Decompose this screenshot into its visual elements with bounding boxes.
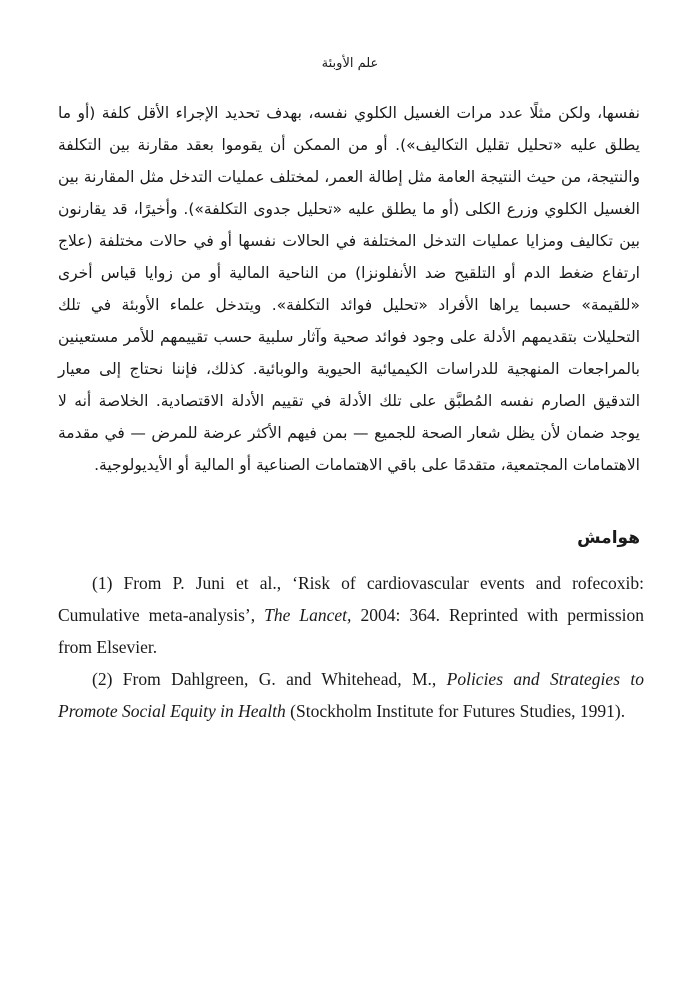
notes-heading: هوامش xyxy=(577,528,640,548)
note-1-suffix: 2004: 364. Reprinted with permission from Elsevier. xyxy=(58,605,644,657)
body-paragraph-text: نفسها، ولكن مثلًا عدد مرات الغسيل الكلوي نفسه، بهدف تحديد الإجراء الأقل كلفة (أو ما يطلق عليه «تحليل تقليل التكاليف»). أو من الممكن أن يقوموا بعقد مقارنة بين التكلفة والنتيجة، من حيث النتيجة العامة مثل إطالة العمر، لمختلف عمليات التدخل مثل المقارنة بين الغسيل الكلوي وزرع الكلى (أو ما يطلق عليه «تحليل جدوى التكلفة»). وأخيرًا، قد يقارنون بين تكاليف ومزايا عمليات التدخل المختلفة في الحالات نفسها أو في حالات مختلفة (علاج ارتفاع ضغط الدم أو التلقيح ضد الأنفلونزا) من الناحية المالية أو من زوايا قياس أخرى «للقيمة» حسبما يراها الأفراد «تحليل فوائد التكلفة». ويتدخل علماء الأوبئة في تلك التحليلات بتقديمهم الأدلة على وجود فوائد صحية وآثار سلبية حسب تقييمهم للأمر مستعينين بالمراجعات المنهجية للدراسات الكيميائية الحيوية والوبائية. كذلك، فإننا نحتاج إلى معيار التدقيق الصارم نفسه المُطبَّق على تلك الأدلة في تقييم الأدلة الاقتصادية. الخلاصة أنه لا يوجد ضمان لأن يظل شعار الصحة للجميع — بمن فيهم الأكثر عرضة للمرض — في مقدمة الاهتمامات المجتمعية، متقدمًا على باقي الاهتمامات الصناعية أو المالية أو الأيديولوجية. xyxy=(58,104,640,474)
notes-list xyxy=(58,567,644,727)
note-2-title: Policies and Strategies to Promote Social Equity in Health xyxy=(58,669,644,721)
note-2-prefix: (2) From Dahlgreen, G. and Whitehead, M., xyxy=(92,669,447,689)
note-item-2 xyxy=(58,663,644,727)
note-1-journal: The Lancet, xyxy=(264,605,352,625)
note-item-1 xyxy=(58,567,644,663)
body-paragraph xyxy=(58,97,640,481)
note-2-suffix: (Stockholm Institute for Futures Studies, 1991). xyxy=(285,701,626,721)
note-1-prefix: (1) From P. Juni et al., ‘Risk of cardiovascular events and rofecoxib: Cumulative meta-analysis’, xyxy=(58,573,644,625)
running-header: علم الأوبئة xyxy=(321,56,379,71)
